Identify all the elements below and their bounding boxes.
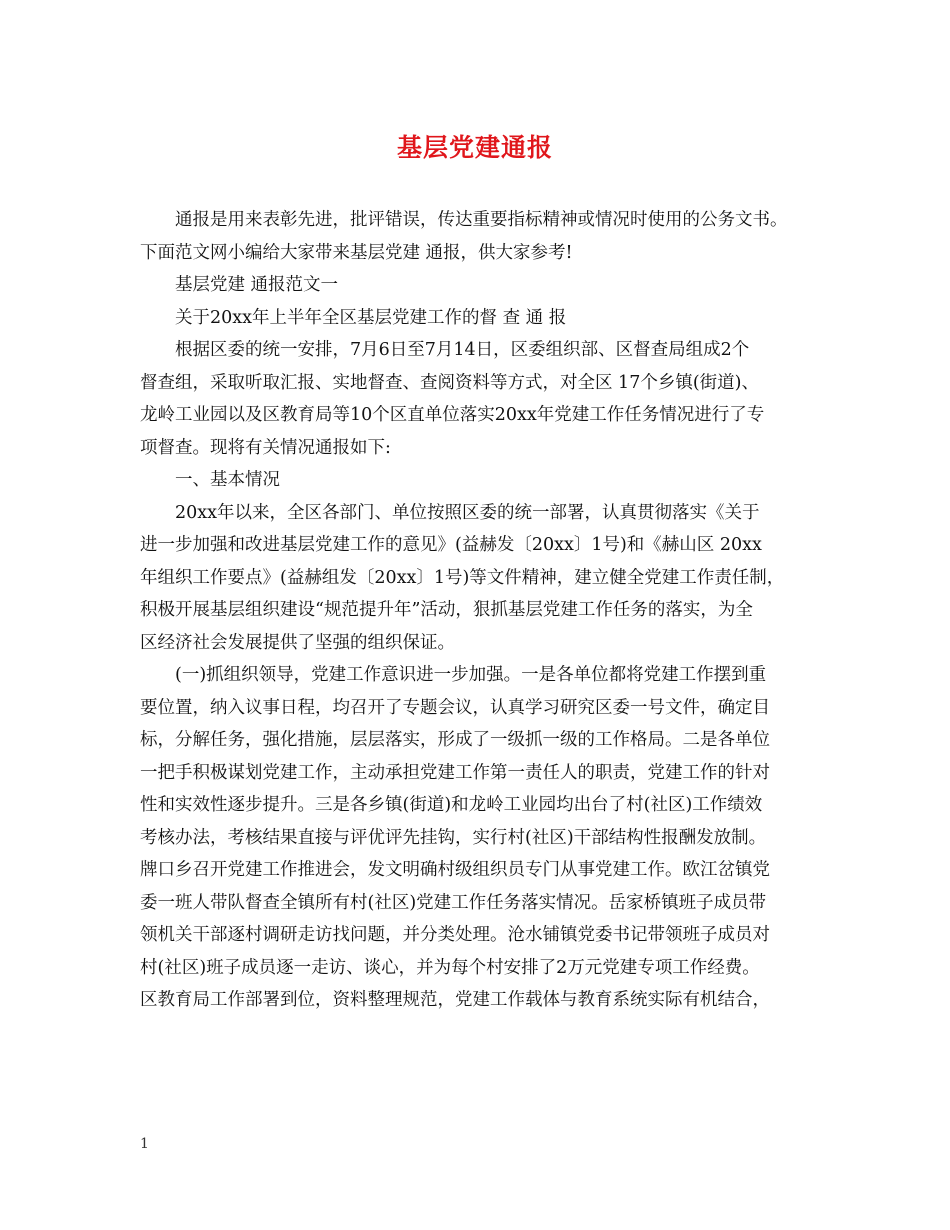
text-line: 一把手积极谋划党建工作，主动承担党建工作第一责任人的职责，党建工作的针对 [140,762,770,783]
text-line: 通报是用来表彰先进，批评错误，传达重要指标精神或情况时使用的公务文书。 [175,210,788,230]
text-line: 村(社区)班子成员逐一走访、谈心，并为每个村安排了2万元党建专项工作经费。 [140,957,760,978]
text-line: 区经济社会发展提供了坚强的组织保证。 [140,632,455,653]
text-line: 项督查。现将有关情况通报如下: [140,437,391,458]
document-title: 基层党建通报 [396,133,553,162]
text-line: 根据区委的统一安排，7月6日至7月14日，区委组织部、区督查局组成2个 [175,340,750,360]
page-number: 1 [140,1136,149,1152]
text-line: 龙岭工业园以及区教育局等10个区直单位落实20xx年党建工作任务情况进行了专 [140,405,765,425]
text-line: 区教育局工作部署到位，资料整理规范，党建工作载体与教育系统实际有机结合， [140,990,770,1010]
text-line: (一)抓组织领导，党建工作意识进一步加强。一是各单位都将党建工作摆到重 [175,665,767,685]
text-line: 关于20xx年上半年全区基层党建工作的督 查 通 报 [175,307,567,328]
text-line: 年组织工作要点》(益赫组发〔20xx〕1号)等文件精神，建立健全党建工作责任制， [140,567,785,588]
text-line: 积极开展基层组织建设“规范提升年”活动，狠抓基层党建工作任务的落实，为全 [140,600,753,620]
text-line: 一、基本情况 [175,470,280,490]
text-line: 20xx年以来，全区各部门、单位按照区委的统一部署，认真贯彻落实《关于 [175,502,760,523]
text-line: 牌口乡召开党建工作推进会，发文明确村级组织员专门从事党建工作。欧江岔镇党 [140,860,770,880]
text-line: 要位置，纳入议事日程，均召开了专题会议，认真学习研究区委一号文件，确定目 [140,697,770,718]
text-line: 委一班人带队督查全镇所有村(社区)党建工作任务落实情况。岳家桥镇班子成员带 [140,892,767,913]
text-line: 领机关干部逐村调研走访找问题，并分类处理。沧水铺镇党委书记带领班子成员对 [140,925,770,945]
text-line: 进一步加强和改进基层党建工作的意见》(益赫发〔20xx〕1号)和《赫山区 20xx [140,535,762,555]
text-line: 性和实效性逐步提升。三是各乡镇(街道)和龙岭工业园均出台了村(社区)工作绩效 [140,795,763,815]
text-line: 基层党建 通报范文一 [175,275,339,295]
text-line: 标，分解任务，强化措施，层层落实，形成了一级抓一级的工作格局。二是各单位 [140,730,770,750]
document-body [140,204,812,1017]
text-line: 下面范文网小编给大家带来基层党建 通报，供大家参考! [140,242,573,263]
text-line: 考核办法，考核结果直接与评优评先挂钩，实行村(社区)干部结构性报酬发放制。 [140,827,767,848]
text-line: 督查组，采取听取汇报、实地督查、查阅资料等方式，对全区 17个乡镇(街道)、 [140,372,759,393]
